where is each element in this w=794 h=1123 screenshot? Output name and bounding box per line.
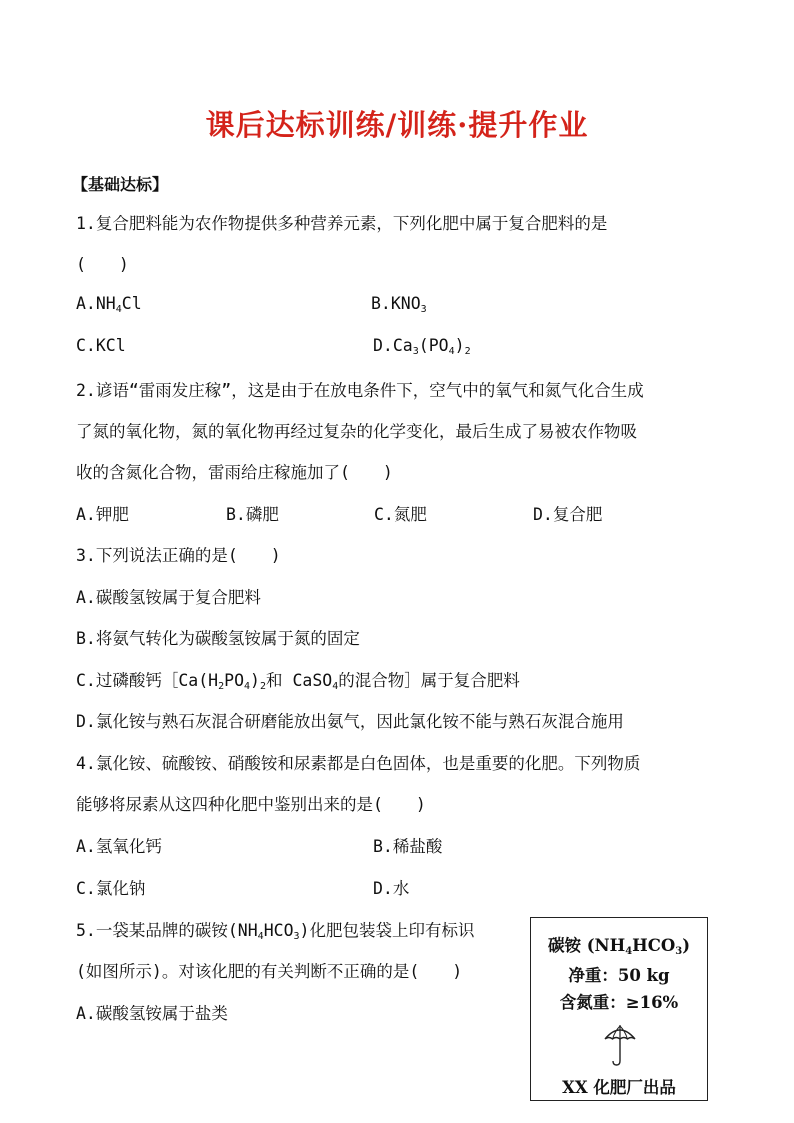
umbrella-icon <box>603 1023 637 1067</box>
question-3-stem: 3.下列说法正确的是( ) <box>76 546 281 565</box>
label-net-weight: 净重：50 kg <box>568 966 670 985</box>
question-5-line-1: 5.一袋某品牌的碳铵$(NH_4HCO_3)$化肥包装袋上印有标识 <box>76 921 475 942</box>
question-1-paren: ( ) <box>76 255 129 274</box>
question-1-option-c: C.KCl <box>76 336 126 355</box>
question-3-option-b: B.将氨气转化为碳酸氢铵属于氮的固定 <box>76 629 360 648</box>
question-3-option-d: D.氯化铵与熟石灰混合研磨能放出氨气，因此氯化铵不能与熟石灰混合施用 <box>76 712 624 731</box>
question-1-option-a: $A.NH_4Cl$ <box>76 294 142 315</box>
question-4-line-1: 4.氯化铵、硫酸铵、硝酸铵和尿素都是白色固体，也是重要的化肥。下列物质 <box>76 754 641 773</box>
question-5-option-a: A.碳酸氢铵属于盐类 <box>76 1004 228 1023</box>
label-nitrogen-content: 含氮重：≥16% <box>559 993 679 1012</box>
question-2-option-a: A.钾肥 <box>76 505 129 524</box>
question-4-line-2: 能够将尿素从这四种化肥中鉴别出来的是( ) <box>76 795 426 814</box>
question-4-option-b: B.稀盐酸 <box>373 837 443 856</box>
label-product-name: 碳铵 $(NH_4HCO_3)$ <box>547 936 691 957</box>
question-2-option-b: B.磷肥 <box>226 505 279 524</box>
question-4-option-d: D.水 <box>373 879 410 898</box>
fertilizer-label-figure <box>530 917 708 1101</box>
question-4-option-a: A.氢氧化钙 <box>76 837 162 856</box>
section-heading: 【基础达标】 <box>72 175 169 194</box>
question-2-option-c: C.氮肥 <box>374 505 427 524</box>
question-2-option-d: D.复合肥 <box>533 505 603 524</box>
question-2-line-1: 2.谚语“雷雨发庄稼”，这是由于在放电条件下，空气中的氧气和氮气化合生成 <box>76 381 644 400</box>
page-title: 课后达标训练/训练·提升作业 <box>205 108 589 142</box>
question-5-line-2: (如图所示)。对该化肥的有关判断不正确的是( ) <box>76 962 463 981</box>
question-1-option-b: $B.KNO_3$ <box>371 294 427 315</box>
question-2-line-3: 收的含氮化合物，雷雨给庄稼施加了( ) <box>76 463 393 482</box>
question-3-option-a: A.碳酸氢铵属于复合肥料 <box>76 588 261 607</box>
question-1-option-d: $D.Ca_3(PO_4)_2$ <box>373 336 471 357</box>
question-1-stem: 1.复合肥料能为农作物提供多种营养元素，下列化肥中属于复合肥料的是 <box>76 214 608 233</box>
question-2-line-2: 了氮的氧化物，氮的氧化物再经过复杂的化学变化，最后生成了易被农作物吸 <box>76 422 637 441</box>
label-manufacturer: XX 化肥厂出品 <box>562 1078 676 1097</box>
question-3-option-c: C.过磷酸钙$[Ca(H_2PO_4)_2$和 CaSO$_4$的混合物］属于复合肥料 <box>76 671 520 692</box>
question-4-option-c: C.氯化钠 <box>76 879 146 898</box>
